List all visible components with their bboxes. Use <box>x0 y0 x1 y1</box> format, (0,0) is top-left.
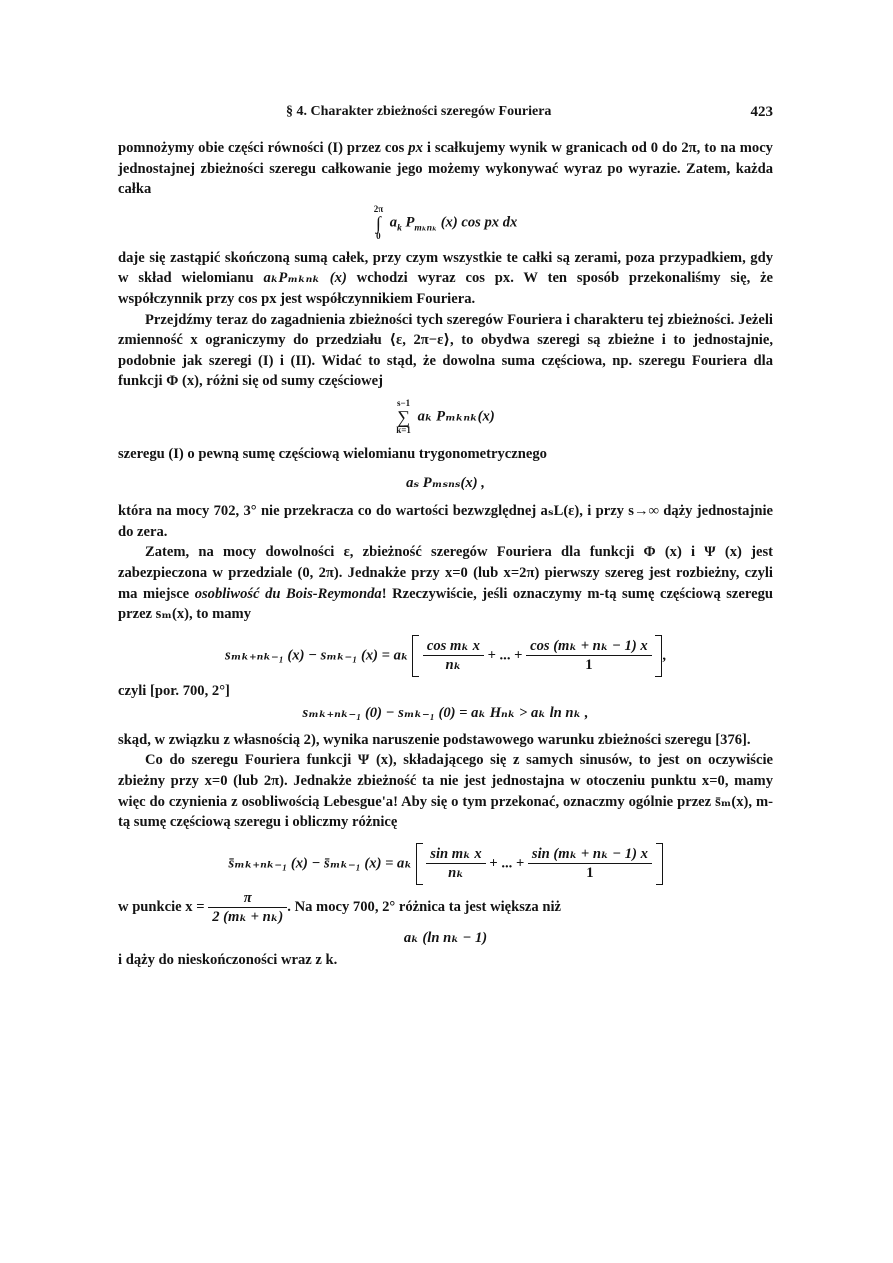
emphasis-du-bois-reymond: osobliwość du Bois-Reymonda <box>194 585 382 602</box>
paragraph-4: szeregu (I) o pewną sumę częściową wielomianu trygonometrycznego <box>118 445 547 462</box>
paragraph-7: czyli [por. 700, 2°] <box>118 682 230 699</box>
paragraph-6: Zatem, na mocy dowolności ε, zbieżność szeregów Fouriera dla funkcji Φ (x) i Ψ (x) jest zabezpieczona w przedziale (0, 2π). Jednakże przy x=0 (lub x=2π) pierwszy szereg jest rozbieżny, czyli ma miejsce osobliwość du Bois-Reymonda! Rzeczywiście, jeśli oznaczymy m-tą sumę częściową szeregu przez sₘ(x), to mamy <box>118 544 773 623</box>
running-head: § 4. Charakter zbieżności szeregów Fouriera <box>286 104 552 119</box>
equation-sin-difference: s̄ₘₖ₊ₙₖ₋₁ (x) − s̄ₘₖ₋₁ (x) = aₖ $\frac{\text{sin mₖ x}}{\text{nₖ}}$ + ... + $\frac{\text{sin (mₖ + nₖ − 1) x}}{1}$ <box>118 843 773 885</box>
left-bracket <box>412 635 419 677</box>
equation-harmonic: sₘₖ₊ₙₖ₋₁ (0) − sₘₖ₋₁ (0) = aₖ Hₙₖ > aₖ ln nₖ , <box>302 705 589 722</box>
paragraph-8: skąd, w związku z własnością 2), wynika naruszenie podstawowego warunku zbieżności szeregu [376]. <box>118 731 751 748</box>
paragraph-1: pomnożymy obie części równości (I) przez cos px i scałkujemy wynik w granicach od 0 do 2π, to na mocy jednostajnej zbieżności szeregu całkowanie jego możemy wykonywać wyraz po wyrazie. Zatem, każda całka <box>118 140 774 198</box>
equation-cos-difference: sₘₖ₊ₙₖ₋₁ (x) − sₘₖ₋₁ (x) = aₖ $\frac{\text{cos mₖ x}}{\text{nₖ}}$ + ... + $\frac{\text{cos (mₖ + nₖ − 1) x}}{1}$ , <box>118 635 773 677</box>
paragraph-3: Przejdźmy teraz do zagadnienia zbieżności tych szeregów Fouriera i charakteru tej zbieżności. Jeżeli zmienność x ograniczymy do przedziału ⟨ε, 2π−ε⟩, to obydwa szeregi są zbieżne i to jednostajnie, podobnie jak szeregi (I) i (II). Widać to stąd, że dowolna suma częściowa, np. szeregu Fouriera dla funkcji Φ (x), różni się od sumy częściowej <box>118 311 773 390</box>
paragraph-9: Co do szeregu Fouriera funkcji Ψ (x), składającego się z samych sinusów, to jest on oczywiście zbieżny przy x=0 (lub 2π). Jednakże zbieżność ta nie jest jednostajna w otoczeniu punktu x=0, mamy więc do czynienia z osobliwością Lebesgue'a! Aby się o tym przekonać, oznaczmy ogólnie przez s̄ₘ(x), m-tą sumę częściową szeregu i obliczmy różnicę <box>118 752 773 831</box>
equation-sum: s−1 ∑ k=1 aₖ Pₘₖₙₖ(x) <box>396 397 495 435</box>
right-bracket <box>656 843 663 885</box>
equation-polynomial: aₛ Pₘₛₙₛ(x) , <box>406 474 485 491</box>
page-number: 423 <box>750 104 773 120</box>
left-bracket <box>416 843 423 885</box>
paragraph-11: i dąży do nieskończoności wraz z k. <box>118 952 338 969</box>
paragraph-10: w punkcie x = $\frac{\pi}{\text{2 (mₖ + nₖ)}}$ . Na mocy 700, 2° różnica ta jest większa niż <box>118 889 562 925</box>
page-header <box>118 104 773 124</box>
equation-integral: 2π ∫ 0 $a_k$ $P_{m_kn_k}$ (x) cos px dx <box>373 203 518 241</box>
page-body <box>118 138 773 971</box>
equation-lower-bound: aₖ (ln nₖ − 1) <box>403 929 488 946</box>
paragraph-5: która na mocy 702, 3° nie przekracza co do wartości bezwzględnej aₛL(ε), i przy s→∞ dąży jednostajnie do zera. <box>118 503 773 540</box>
paragraph-2: daje się zastąpić skończoną sumą całek, przy czym wszystkie te całki są zerami, poza przypadkiem, gdy w skład wielomianu aₖPₘₖₙₖ (x) wchodzi wyraz cos px. W ten sposób przekonaliśmy się, że współczynnik przy cos px jest współczynnikiem Fouriera. <box>118 249 774 307</box>
